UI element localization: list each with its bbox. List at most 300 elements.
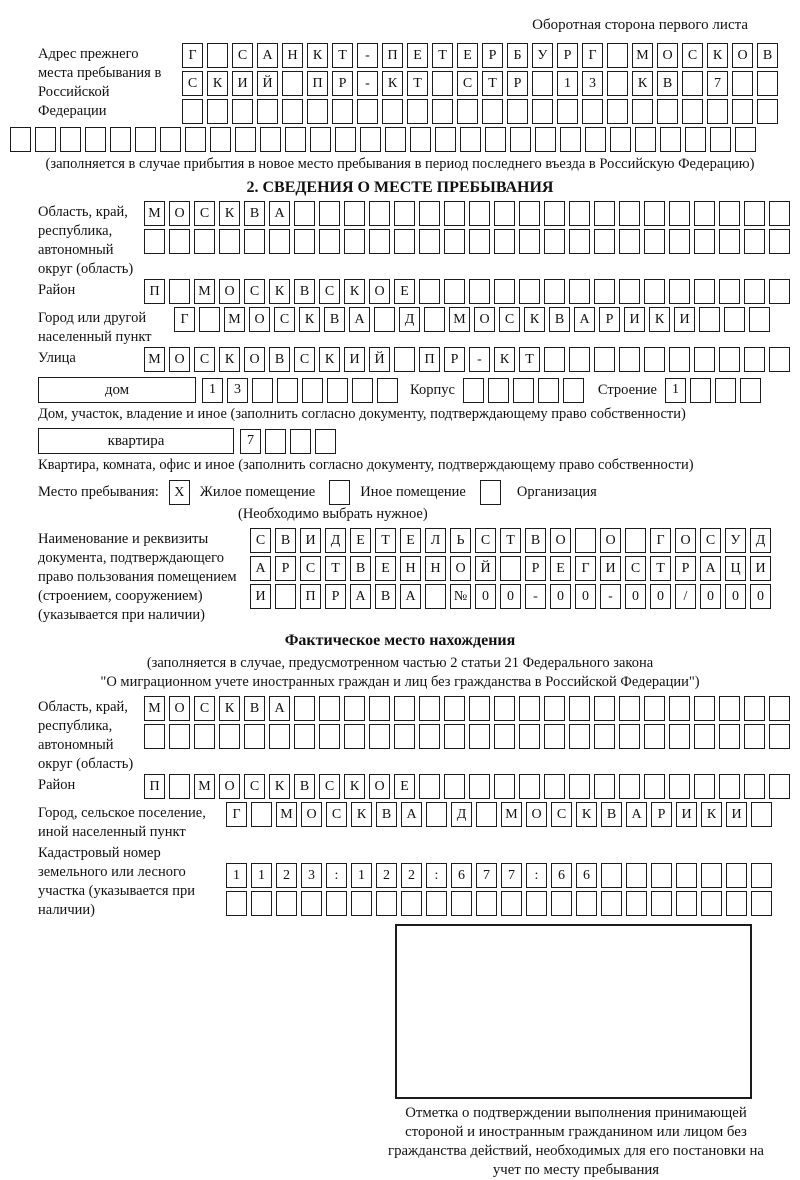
char-box[interactable]: Е [394, 279, 415, 304]
char-box[interactable] [694, 279, 715, 304]
char-box[interactable] [210, 127, 231, 152]
char-box[interactable]: В [294, 774, 315, 799]
char-box[interactable]: С [244, 774, 265, 799]
char-box[interactable]: Г [226, 802, 247, 827]
char-box[interactable] [619, 724, 640, 749]
char-box[interactable]: П [419, 347, 440, 372]
char-box[interactable] [419, 279, 440, 304]
char-box[interactable]: 7 [240, 429, 261, 454]
char-box[interactable] [607, 99, 628, 124]
char-box[interactable] [10, 127, 31, 152]
char-box[interactable] [619, 279, 640, 304]
char-box[interactable] [419, 201, 440, 226]
char-box[interactable] [469, 696, 490, 721]
char-box[interactable]: А [269, 696, 290, 721]
char-box[interactable]: И [624, 307, 645, 332]
char-box[interactable]: К [701, 802, 722, 827]
char-box[interactable]: А [269, 201, 290, 226]
char-box[interactable] [744, 279, 765, 304]
char-box[interactable] [207, 99, 228, 124]
char-box[interactable] [494, 279, 515, 304]
char-box[interactable]: Р [482, 43, 503, 68]
char-box[interactable]: С [475, 528, 496, 553]
char-box[interactable]: О [675, 528, 696, 553]
char-box[interactable] [290, 429, 311, 454]
char-box[interactable]: И [726, 802, 747, 827]
char-box[interactable]: С [551, 802, 572, 827]
char-box[interactable]: Н [425, 556, 446, 581]
char-box[interactable] [382, 99, 403, 124]
char-box[interactable] [619, 347, 640, 372]
char-box[interactable]: - [600, 584, 621, 609]
char-box[interactable]: Р [275, 556, 296, 581]
char-box[interactable] [538, 378, 559, 403]
char-box[interactable]: М [224, 307, 245, 332]
char-box[interactable]: 7 [707, 71, 728, 96]
char-box[interactable]: К [207, 71, 228, 96]
char-box[interactable]: В [244, 696, 265, 721]
char-box[interactable] [735, 127, 756, 152]
char-box[interactable] [532, 99, 553, 124]
char-box[interactable] [544, 229, 565, 254]
char-box[interactable] [519, 201, 540, 226]
char-box[interactable] [685, 127, 706, 152]
char-box[interactable] [426, 891, 447, 916]
char-box[interactable] [744, 201, 765, 226]
char-box[interactable]: Т [332, 43, 353, 68]
char-box[interactable] [469, 201, 490, 226]
char-box[interactable] [494, 201, 515, 226]
char-box[interactable] [425, 584, 446, 609]
char-box[interactable]: У [725, 528, 746, 553]
char-box[interactable]: Е [375, 556, 396, 581]
char-box[interactable] [626, 891, 647, 916]
checkbox-organizatsiya[interactable] [480, 480, 501, 505]
char-box[interactable] [169, 724, 190, 749]
char-box[interactable] [657, 99, 678, 124]
char-box[interactable] [302, 378, 323, 403]
char-box[interactable] [644, 724, 665, 749]
char-box[interactable]: Р [525, 556, 546, 581]
char-box[interactable]: Р [332, 71, 353, 96]
char-box[interactable] [60, 127, 81, 152]
char-box[interactable] [594, 724, 615, 749]
char-box[interactable] [351, 891, 372, 916]
char-box[interactable] [385, 127, 406, 152]
char-box[interactable]: 1 [226, 863, 247, 888]
char-box[interactable]: Р [599, 307, 620, 332]
char-box[interactable]: 1 [665, 378, 686, 403]
char-box[interactable] [660, 127, 681, 152]
char-box[interactable]: К [707, 43, 728, 68]
char-box[interactable]: М [144, 696, 165, 721]
char-box[interactable] [199, 307, 220, 332]
char-box[interactable] [594, 229, 615, 254]
char-box[interactable] [519, 229, 540, 254]
char-box[interactable]: : [526, 863, 547, 888]
char-box[interactable]: А [626, 802, 647, 827]
char-box[interactable]: В [244, 201, 265, 226]
char-box[interactable]: С [499, 307, 520, 332]
char-box[interactable]: 0 [475, 584, 496, 609]
char-box[interactable] [669, 774, 690, 799]
char-box[interactable]: И [250, 584, 271, 609]
char-box[interactable]: П [144, 279, 165, 304]
char-box[interactable] [769, 201, 790, 226]
char-box[interactable]: Й [475, 556, 496, 581]
char-box[interactable]: М [276, 802, 297, 827]
char-box[interactable] [335, 127, 356, 152]
char-box[interactable]: С [319, 279, 340, 304]
char-box[interactable] [694, 724, 715, 749]
char-box[interactable]: Н [282, 43, 303, 68]
char-box[interactable]: : [326, 863, 347, 888]
char-box[interactable]: Б [507, 43, 528, 68]
char-box[interactable] [226, 891, 247, 916]
char-box[interactable]: В [657, 71, 678, 96]
char-box[interactable]: С [182, 71, 203, 96]
char-box[interactable] [635, 127, 656, 152]
char-box[interactable]: П [307, 71, 328, 96]
char-box[interactable] [732, 71, 753, 96]
char-box[interactable] [463, 378, 484, 403]
checkbox-inoe-pomeshchenie[interactable] [329, 480, 350, 505]
char-box[interactable] [369, 201, 390, 226]
char-box[interactable] [719, 696, 740, 721]
char-box[interactable] [569, 201, 590, 226]
char-box[interactable]: О [169, 696, 190, 721]
char-box[interactable] [319, 696, 340, 721]
char-box[interactable]: В [294, 279, 315, 304]
char-box[interactable]: А [401, 802, 422, 827]
char-box[interactable] [344, 201, 365, 226]
char-box[interactable] [310, 127, 331, 152]
char-box[interactable] [526, 891, 547, 916]
char-box[interactable] [694, 201, 715, 226]
char-box[interactable] [110, 127, 131, 152]
char-box[interactable]: О [550, 528, 571, 553]
char-box[interactable]: 0 [700, 584, 721, 609]
char-box[interactable] [619, 696, 640, 721]
char-box[interactable] [669, 696, 690, 721]
char-box[interactable] [344, 229, 365, 254]
char-box[interactable] [682, 71, 703, 96]
char-box[interactable] [294, 201, 315, 226]
char-box[interactable]: С [700, 528, 721, 553]
char-box[interactable] [394, 696, 415, 721]
char-box[interactable]: И [750, 556, 771, 581]
char-box[interactable]: О [369, 279, 390, 304]
char-box[interactable]: Т [650, 556, 671, 581]
char-box[interactable] [682, 99, 703, 124]
char-box[interactable]: А [400, 584, 421, 609]
char-box[interactable]: 7 [501, 863, 522, 888]
char-box[interactable]: С [319, 774, 340, 799]
char-box[interactable] [626, 863, 647, 888]
char-box[interactable] [494, 229, 515, 254]
char-box[interactable] [644, 201, 665, 226]
char-box[interactable]: 0 [725, 584, 746, 609]
char-box[interactable] [251, 891, 272, 916]
char-box[interactable] [85, 127, 106, 152]
char-box[interactable] [744, 724, 765, 749]
char-box[interactable] [252, 378, 273, 403]
char-box[interactable]: Г [174, 307, 195, 332]
char-box[interactable]: В [375, 584, 396, 609]
char-box[interactable] [669, 724, 690, 749]
char-box[interactable] [594, 279, 615, 304]
char-box[interactable] [744, 229, 765, 254]
char-box[interactable] [719, 347, 740, 372]
char-box[interactable]: О [219, 774, 240, 799]
char-box[interactable] [707, 99, 728, 124]
char-box[interactable] [544, 724, 565, 749]
char-box[interactable] [507, 99, 528, 124]
char-box[interactable]: 2 [376, 863, 397, 888]
char-box[interactable]: 2 [276, 863, 297, 888]
char-box[interactable] [419, 774, 440, 799]
char-box[interactable]: О [369, 774, 390, 799]
char-box[interactable] [644, 774, 665, 799]
char-box[interactable]: Р [557, 43, 578, 68]
char-box[interactable]: 1 [251, 863, 272, 888]
char-box[interactable]: Т [519, 347, 540, 372]
char-box[interactable]: В [376, 802, 397, 827]
char-box[interactable] [319, 724, 340, 749]
char-box[interactable]: П [144, 774, 165, 799]
char-box[interactable] [644, 696, 665, 721]
char-box[interactable] [260, 127, 281, 152]
char-box[interactable] [701, 891, 722, 916]
char-box[interactable] [669, 347, 690, 372]
char-box[interactable]: 0 [500, 584, 521, 609]
char-box[interactable]: И [676, 802, 697, 827]
char-box[interactable]: В [324, 307, 345, 332]
char-box[interactable] [488, 378, 509, 403]
char-box[interactable]: К [382, 71, 403, 96]
char-box[interactable]: К [632, 71, 653, 96]
char-box[interactable] [282, 71, 303, 96]
char-box[interactable]: И [674, 307, 695, 332]
char-box[interactable]: И [232, 71, 253, 96]
char-box[interactable] [757, 99, 778, 124]
char-box[interactable] [169, 229, 190, 254]
char-box[interactable] [377, 378, 398, 403]
char-box[interactable]: Л [425, 528, 446, 553]
char-box[interactable] [394, 724, 415, 749]
char-box[interactable]: К [299, 307, 320, 332]
char-box[interactable]: О [169, 201, 190, 226]
char-box[interactable] [532, 71, 553, 96]
char-box[interactable]: Е [550, 556, 571, 581]
char-box[interactable] [444, 724, 465, 749]
char-box[interactable] [144, 724, 165, 749]
char-box[interactable] [369, 229, 390, 254]
char-box[interactable] [625, 528, 646, 553]
char-box[interactable] [315, 429, 336, 454]
char-box[interactable]: С [457, 71, 478, 96]
char-box[interactable]: А [250, 556, 271, 581]
char-box[interactable] [719, 724, 740, 749]
char-box[interactable] [769, 347, 790, 372]
char-box[interactable]: С [682, 43, 703, 68]
char-box[interactable] [344, 696, 365, 721]
char-box[interactable] [719, 774, 740, 799]
char-box[interactable]: С [250, 528, 271, 553]
char-box[interactable] [769, 774, 790, 799]
char-box[interactable] [501, 891, 522, 916]
char-box[interactable] [740, 378, 761, 403]
char-box[interactable] [144, 229, 165, 254]
char-box[interactable] [569, 347, 590, 372]
char-box[interactable]: 3 [227, 378, 248, 403]
char-box[interactable]: / [675, 584, 696, 609]
char-box[interactable] [726, 863, 747, 888]
char-box[interactable] [394, 347, 415, 372]
char-box[interactable] [732, 99, 753, 124]
char-box[interactable]: Р [507, 71, 528, 96]
char-box[interactable]: О [249, 307, 270, 332]
char-box[interactable] [282, 99, 303, 124]
char-box[interactable]: - [357, 71, 378, 96]
char-box[interactable]: О [732, 43, 753, 68]
char-box[interactable] [469, 774, 490, 799]
char-box[interactable] [563, 378, 584, 403]
char-box[interactable] [426, 802, 447, 827]
char-box[interactable]: О [219, 279, 240, 304]
char-box[interactable] [276, 891, 297, 916]
char-box[interactable] [476, 891, 497, 916]
char-box[interactable]: Н [400, 556, 421, 581]
char-box[interactable] [294, 724, 315, 749]
char-box[interactable]: С [326, 802, 347, 827]
char-box[interactable] [451, 891, 472, 916]
char-box[interactable] [513, 378, 534, 403]
char-box[interactable] [307, 99, 328, 124]
char-box[interactable]: С [194, 201, 215, 226]
char-box[interactable]: С [625, 556, 646, 581]
char-box[interactable]: - [357, 43, 378, 68]
char-box[interactable]: : [426, 863, 447, 888]
char-box[interactable]: 3 [301, 863, 322, 888]
char-box[interactable]: К [524, 307, 545, 332]
char-box[interactable]: 0 [625, 584, 646, 609]
char-box[interactable] [244, 229, 265, 254]
char-box[interactable] [701, 863, 722, 888]
char-box[interactable] [544, 774, 565, 799]
char-box[interactable]: А [257, 43, 278, 68]
char-box[interactable]: Е [400, 528, 421, 553]
char-box[interactable] [444, 279, 465, 304]
char-box[interactable] [401, 891, 422, 916]
char-box[interactable]: М [144, 347, 165, 372]
char-box[interactable] [352, 378, 373, 403]
char-box[interactable]: К [219, 696, 240, 721]
char-box[interactable] [500, 556, 521, 581]
char-box[interactable] [544, 279, 565, 304]
char-box[interactable] [369, 724, 390, 749]
char-box[interactable]: В [269, 347, 290, 372]
char-box[interactable] [694, 347, 715, 372]
char-box[interactable]: Е [350, 528, 371, 553]
char-box[interactable] [594, 201, 615, 226]
char-box[interactable]: М [449, 307, 470, 332]
char-box[interactable] [319, 201, 340, 226]
char-box[interactable] [601, 891, 622, 916]
char-box[interactable] [444, 696, 465, 721]
char-box[interactable]: Д [399, 307, 420, 332]
char-box[interactable]: Р [651, 802, 672, 827]
checkbox-zhiloe-pomeshchenie[interactable]: X [169, 480, 190, 505]
char-box[interactable] [724, 307, 745, 332]
char-box[interactable] [690, 378, 711, 403]
char-box[interactable]: В [601, 802, 622, 827]
char-box[interactable] [769, 696, 790, 721]
char-box[interactable]: 0 [550, 584, 571, 609]
char-box[interactable] [569, 229, 590, 254]
char-box[interactable] [699, 307, 720, 332]
char-box[interactable]: Й [369, 347, 390, 372]
char-box[interactable] [544, 696, 565, 721]
char-box[interactable] [744, 347, 765, 372]
char-box[interactable] [544, 347, 565, 372]
char-box[interactable]: И [300, 528, 321, 553]
char-box[interactable] [519, 696, 540, 721]
char-box[interactable] [376, 891, 397, 916]
char-box[interactable]: К [344, 774, 365, 799]
char-box[interactable] [374, 307, 395, 332]
char-box[interactable]: А [350, 584, 371, 609]
char-box[interactable] [482, 99, 503, 124]
char-box[interactable]: 0 [750, 584, 771, 609]
char-box[interactable]: Р [444, 347, 465, 372]
char-box[interactable]: В [275, 528, 296, 553]
char-box[interactable] [207, 43, 228, 68]
char-box[interactable]: С [294, 347, 315, 372]
char-box[interactable] [585, 127, 606, 152]
char-box[interactable]: М [501, 802, 522, 827]
char-box[interactable] [519, 724, 540, 749]
char-box[interactable]: В [350, 556, 371, 581]
char-box[interactable]: К [344, 279, 365, 304]
char-box[interactable] [357, 99, 378, 124]
char-box[interactable] [769, 279, 790, 304]
char-box[interactable]: О [657, 43, 678, 68]
char-box[interactable] [551, 891, 572, 916]
char-box[interactable] [185, 127, 206, 152]
char-box[interactable] [594, 347, 615, 372]
char-box[interactable] [285, 127, 306, 152]
char-box[interactable] [726, 891, 747, 916]
char-box[interactable]: 6 [551, 863, 572, 888]
char-box[interactable] [494, 724, 515, 749]
char-box[interactable] [251, 802, 272, 827]
char-box[interactable] [744, 696, 765, 721]
char-box[interactable] [769, 724, 790, 749]
char-box[interactable] [607, 71, 628, 96]
char-box[interactable] [469, 724, 490, 749]
char-box[interactable] [160, 127, 181, 152]
char-box[interactable]: В [525, 528, 546, 553]
char-box[interactable] [485, 127, 506, 152]
char-box[interactable]: 6 [576, 863, 597, 888]
char-box[interactable] [327, 378, 348, 403]
char-box[interactable]: Й [257, 71, 278, 96]
char-box[interactable]: М [632, 43, 653, 68]
char-box[interactable] [419, 696, 440, 721]
char-box[interactable]: С [232, 43, 253, 68]
char-box[interactable] [594, 774, 615, 799]
